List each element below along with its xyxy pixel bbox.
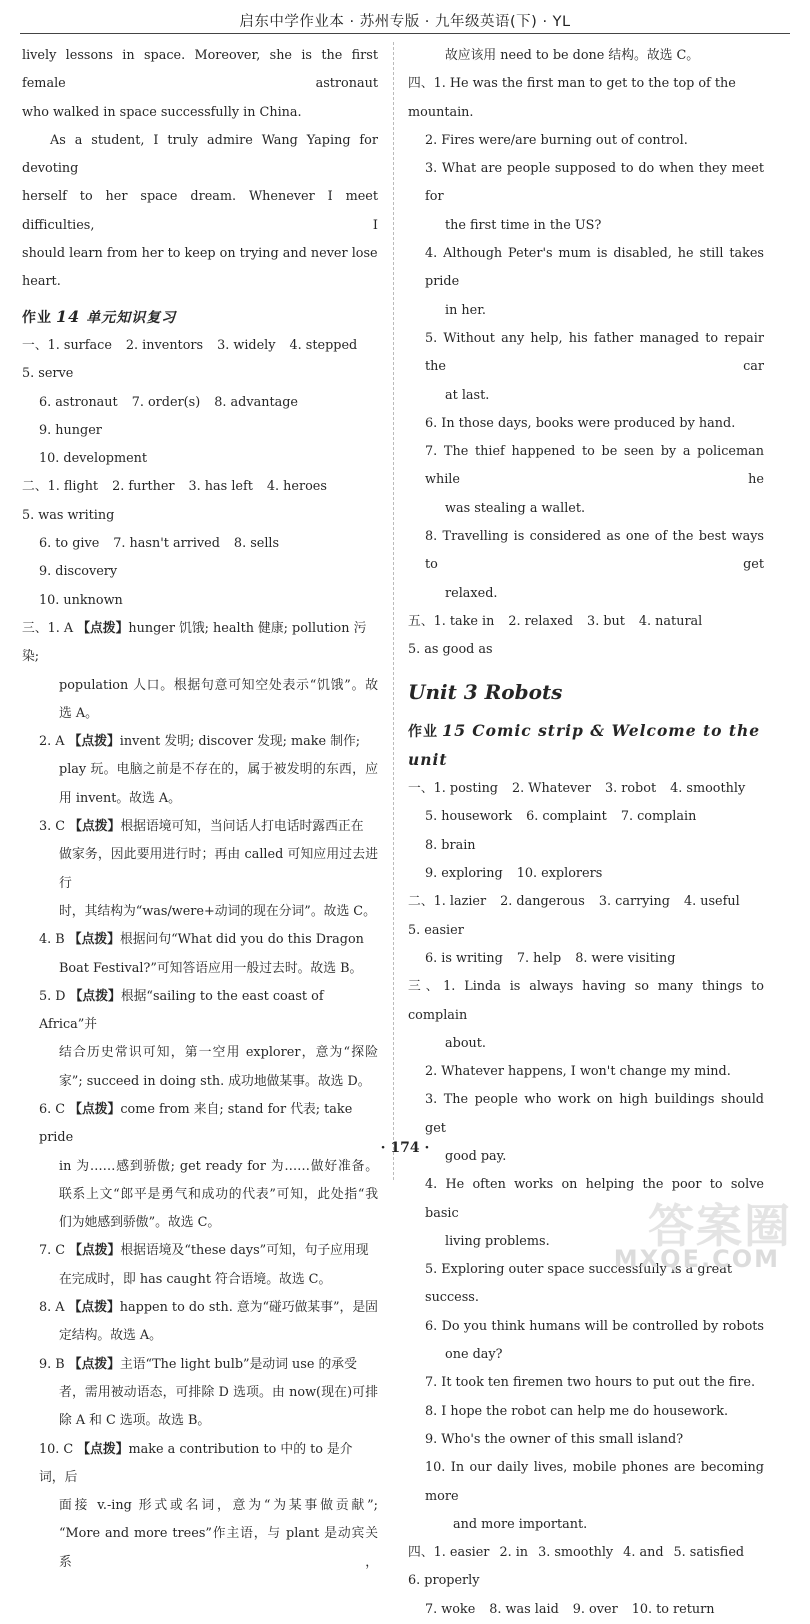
- text-span: 3. widely: [217, 337, 276, 353]
- header-rule: [20, 33, 790, 34]
- text-span: 4. useful: [683, 894, 740, 910]
- text-line: [408, 70, 764, 127]
- text-span: 面接 v.-ing 形式或名词，意为“为某事做贡献”;: [59, 1498, 378, 1514]
- text-span: 8. advantage: [214, 394, 298, 410]
- text-span: 3. The people who work on high buildings should get: [425, 1092, 764, 1136]
- text-span: hunger 饥饿; health 健康; pollution 污染;: [22, 620, 367, 665]
- section-5: [408, 608, 764, 665]
- text-span: relaxed.: [445, 585, 498, 601]
- list-item: [22, 1436, 378, 1493]
- text-span: 2. in: [499, 1545, 529, 1561]
- text-span: 【点拨】: [69, 1101, 121, 1117]
- text-line: [22, 445, 378, 473]
- list-item: [22, 926, 378, 954]
- text-span: 3. carrying: [598, 894, 670, 910]
- list-item: [22, 1237, 378, 1265]
- text-span: 4. Although Peter's mum is disabled, he still takes pride: [425, 246, 764, 290]
- text-span: 7. It took ten firemen two hours to put out the fire.: [425, 1375, 756, 1391]
- text-line: [22, 530, 378, 587]
- text-span: Comic strip & Welcome to the unit: [408, 720, 761, 769]
- text-span: 三、: [22, 620, 48, 636]
- text-line: [22, 473, 378, 530]
- text-span: 5. serve: [22, 366, 74, 382]
- text-span: 10. unknown: [39, 592, 123, 608]
- text-span: 5. Exploring outer space successfully is a great success.: [425, 1262, 732, 1306]
- list-item: [22, 728, 378, 756]
- text-span: 【点拨】: [69, 819, 121, 835]
- text-span: 根据“sailing to the east coast of Africa”并: [39, 988, 324, 1033]
- text-span: 结合历史常识可知，第一空用 explorer，意为“探险: [59, 1045, 378, 1061]
- section-4: [408, 70, 764, 608]
- text-span: 9. hunger: [39, 422, 102, 438]
- text-span: 5. housework: [425, 809, 513, 825]
- text-span: Boat Festival?”可知答语应用一般过去时。故选 B。: [59, 960, 363, 976]
- essay-line: As a student, I truly admire Wang Yaping for devoting: [22, 132, 378, 177]
- text-line: [408, 860, 764, 888]
- text-span: 根据问句“What did you do this Dragon: [119, 932, 364, 948]
- text-span: 定结构。故选 A。: [59, 1328, 162, 1344]
- text-span: 1. surface: [47, 337, 112, 353]
- watermark-logo: 答案圈: [648, 1199, 792, 1253]
- text-span: 四、: [408, 76, 434, 92]
- text-span: 3. robot: [604, 781, 657, 797]
- text-span: 9. exploring: [425, 866, 503, 882]
- text-span: 时，其结构为“was/were+动词的现在分词”。故选 C。: [59, 903, 376, 919]
- text-span: 2. A: [39, 734, 65, 750]
- text-span: 5. Without any help, his father managed to repair the car: [425, 330, 764, 375]
- text-span: 者，需用被动语态，可排除 D 选项。由 now(现在)可排: [59, 1384, 378, 1400]
- text-span: 主语“The light bulb”是动词 use 的承受: [119, 1356, 357, 1372]
- continued-text: 故应该用 need to be done 结构。故选 C。: [445, 48, 700, 63]
- text-span: 5. was writing: [22, 507, 115, 523]
- text-span: play 玩。电脑之前是不存在的，属于被发明的东西，应: [59, 762, 378, 778]
- text-span: 1. posting: [433, 781, 499, 797]
- text-span: 【点拨】: [68, 932, 120, 948]
- text-span: 3. smoothly: [538, 1545, 614, 1561]
- text-span: 1. lazier: [433, 894, 487, 910]
- text-span: 2. Whatever: [512, 781, 591, 797]
- text-span: 8. sells: [233, 536, 280, 552]
- text-span: 7. complain: [620, 809, 697, 825]
- text-span: 在完成时，即 has caught 符合语境。故选 C。: [59, 1271, 332, 1287]
- text-span: one day?: [445, 1347, 503, 1363]
- text-span: 二、: [22, 479, 48, 495]
- text-line: [408, 1539, 764, 1596]
- text-span: 7. hasn't arrived: [113, 536, 220, 552]
- text-span: 4. and: [623, 1545, 664, 1561]
- text-span: 5. as good as: [408, 642, 493, 658]
- text-span: 5. D: [39, 988, 66, 1004]
- essay-line: herself to her space dream. Whenever I meet difficulties, I: [22, 189, 378, 233]
- text-span: 4. heroes: [266, 479, 327, 495]
- text-span: 3. What are people supposed to do when they meet for: [425, 161, 764, 205]
- page-header: 启东中学作业本 · 苏州专版 · 九年级英语(下) · YL: [239, 14, 571, 30]
- text-span: in her.: [445, 302, 486, 318]
- text-span: 7. order(s): [131, 394, 201, 410]
- text-span: 1. Linda is always having so many things to complain: [408, 979, 764, 1023]
- text-span: 2. Whatever happens, I won't change my mind.: [425, 1064, 731, 1080]
- list-item: [22, 1294, 378, 1322]
- text-span: 9. over: [572, 1601, 618, 1617]
- text-span: 7. help: [516, 950, 562, 966]
- list-item: [22, 813, 378, 841]
- text-line: [408, 803, 764, 860]
- section-3: [22, 615, 378, 1577]
- text-span: 3. has left: [188, 479, 253, 495]
- text-span: 1. flight: [47, 479, 99, 495]
- text-span: 2. Fires were/are burning out of control.: [425, 132, 688, 148]
- text-span: 8. was laid: [489, 1601, 559, 1617]
- column-divider: [393, 42, 394, 1180]
- assignment-heading-14: [22, 303, 378, 332]
- unit-section-2: [408, 888, 764, 973]
- text-span: 8. A: [39, 1300, 65, 1316]
- text-span: 4. He often works on helping the poor to solve basic: [425, 1177, 764, 1221]
- text-span: 联系上文“郎平是勇气和成功的代表”可知，此处指“我: [59, 1186, 378, 1202]
- text-span: 家”; succeed in doing sth. 成功地做某事。故选 D。: [59, 1073, 371, 1089]
- text-span: 1. He was the first man to get to the top of the mountain.: [408, 76, 736, 120]
- text-span: 三、: [408, 979, 444, 995]
- text-span: 【点拨】: [68, 734, 120, 750]
- text-span: 10. explorers: [516, 866, 603, 882]
- text-span: 【点拨】: [77, 1441, 129, 1457]
- text-line: [22, 389, 378, 446]
- text-span: 8. brain: [425, 837, 476, 853]
- text-span: 作业: [408, 723, 438, 740]
- text-span: 7. woke: [425, 1601, 476, 1617]
- text-span: 9. discovery: [39, 564, 118, 580]
- watermark-url: MXQE.COM: [613, 1245, 780, 1273]
- text-span: 用 invent。故选 A。: [59, 790, 181, 806]
- text-span: 2. further: [112, 479, 175, 495]
- text-span: 6. C: [39, 1101, 66, 1117]
- text-span: 9. B: [39, 1356, 65, 1372]
- text-span: 6. properly: [408, 1573, 480, 1589]
- text-span: 5. satisfied: [673, 1545, 745, 1561]
- text-span: 根据语境及“these days”可知，句子应用现: [120, 1243, 369, 1259]
- text-span: 7. C: [39, 1243, 66, 1259]
- text-span: 们为她感到骄傲”。故选 C。: [59, 1215, 221, 1231]
- text-span: 五、: [408, 613, 434, 629]
- text-span: “More and more trees”作主语，与 plant 是动宾关系，: [59, 1526, 378, 1570]
- text-line: [408, 1596, 764, 1624]
- text-line: [408, 775, 764, 803]
- text-span: 1. easier: [433, 1545, 490, 1561]
- text-span: 6. to give: [39, 536, 100, 552]
- text-span: 2. inventors: [125, 337, 204, 353]
- text-span: and more important.: [453, 1516, 588, 1532]
- text-span: 8. Travelling is considered as one of the best ways to get: [425, 529, 764, 573]
- text-span: come from 来自; stand for 代表; take pride: [39, 1101, 353, 1146]
- essay-line: should learn from her to keep on trying and never lose heart.: [22, 246, 378, 290]
- text-span: the first time in the US?: [445, 217, 602, 233]
- essay-line: who walked in space successfully in China.: [22, 104, 302, 120]
- text-span: 【点拨】: [68, 1356, 120, 1372]
- text-span: 10. to return: [631, 1601, 715, 1617]
- list-item: [22, 1351, 378, 1379]
- text-span: 作业: [22, 309, 52, 326]
- text-span: 3. C: [39, 819, 66, 835]
- essay-line: lively lessons in space. Moreover, she is the first female astronaut: [22, 48, 378, 92]
- text-span: 选 A。: [59, 705, 98, 721]
- text-span: living problems.: [445, 1233, 550, 1249]
- text-span: 一、: [22, 337, 48, 353]
- text-line: [408, 973, 764, 1030]
- text-span: 6. complaint: [526, 809, 607, 825]
- text-span: 一、: [408, 781, 434, 797]
- text-span: 单元知识复习: [86, 309, 177, 326]
- text-span: 根据语境可知，当问话人打电话时露西正在: [120, 819, 364, 835]
- text-span: 9. Who's the owner of this small island?: [425, 1431, 684, 1447]
- section-2: [22, 473, 378, 614]
- text-span: make a contribution to 中的 to 是介词，后: [39, 1441, 353, 1485]
- text-span: 4. natural: [638, 613, 703, 629]
- section-1: [22, 332, 378, 473]
- unit-title: Unit 3 Robots: [408, 679, 563, 704]
- text-span: 【点拨】: [69, 988, 121, 1004]
- text-span: 【点拨】: [68, 1300, 120, 1316]
- text-span: good pay.: [445, 1148, 507, 1164]
- list-item: [22, 615, 378, 672]
- text-span: 1. A: [47, 620, 74, 636]
- text-span: happen to do sth. 意为“碰巧做某事”，是固: [119, 1300, 378, 1316]
- text-span: 【点拨】: [69, 1243, 121, 1259]
- text-span: 14: [56, 306, 81, 326]
- text-span: 2. dangerous: [500, 894, 585, 910]
- text-span: 1. take in: [433, 613, 495, 629]
- text-span: at last.: [445, 387, 490, 403]
- text-span: in 为……感到骄傲; get ready for 为……做好准备。: [59, 1158, 378, 1174]
- text-span: 10. development: [39, 451, 148, 467]
- unit-section-4: [408, 1539, 764, 1624]
- text-span: 10. In our daily lives, mobile phones are becoming more: [425, 1460, 764, 1504]
- text-span: 8. were visiting: [575, 950, 676, 966]
- right-column: [408, 42, 764, 1624]
- text-line: [408, 608, 764, 665]
- text-span: 6. astronaut: [39, 394, 118, 410]
- text-span: 四、: [408, 1545, 434, 1561]
- text-line: [408, 888, 764, 945]
- text-span: 二、: [408, 894, 434, 910]
- list-item: [22, 983, 378, 1040]
- text-line: [22, 587, 378, 615]
- text-span: 4. stepped: [289, 337, 358, 353]
- text-line: [22, 332, 378, 389]
- text-span: 15: [442, 720, 467, 740]
- text-span: about.: [445, 1035, 486, 1051]
- text-span: population 人口。根据句意可知空处表示“饥饿”。故: [59, 677, 378, 693]
- text-span: 7. The thief happened to be seen by a policeman while he: [425, 444, 764, 488]
- text-span: 6. Do you think humans will be controlled by robots: [425, 1318, 764, 1334]
- text-span: 4. B: [39, 932, 65, 948]
- text-span: 6. is writing: [425, 950, 503, 966]
- unit-section-1: [408, 775, 764, 888]
- assignment-heading-15: [408, 717, 764, 776]
- text-span: 2. relaxed: [508, 613, 574, 629]
- text-span: 3. but: [587, 613, 625, 629]
- text-span: 【点拨】: [77, 620, 129, 636]
- text-span: was stealing a wallet.: [445, 500, 586, 516]
- text-span: 8. I hope the robot can help me do housework.: [425, 1403, 729, 1419]
- text-line: [408, 945, 764, 973]
- text-span: 做家务，因此要用进行时；再由 called 可知应用过去进行: [59, 847, 378, 891]
- left-column: [22, 42, 378, 1577]
- text-span: 6. In those days, books were produced by hand.: [425, 415, 736, 431]
- text-span: 10. C: [39, 1441, 74, 1457]
- text-span: 5. easier: [408, 922, 464, 938]
- text-span: 4. smoothly: [670, 781, 746, 797]
- text-span: 除 A 和 C 选项。故选 B。: [59, 1413, 211, 1429]
- text-span: invent 发明; discover 发现; make 制作;: [119, 734, 361, 750]
- page-number: · 174 ·: [380, 1140, 430, 1156]
